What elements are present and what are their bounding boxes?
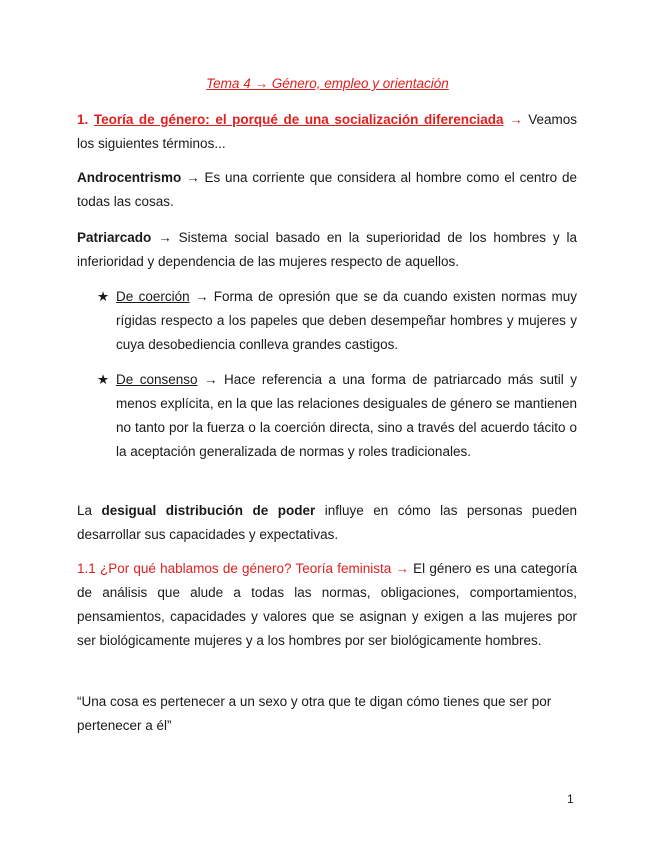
patriarcado-paragraph xyxy=(77,226,577,274)
quote-paragraph: “Una cosa es pertenecer a un sexo y otra que te digan cómo tienes que ser por pertenecer a él” xyxy=(77,694,552,733)
section-1-1-paragraph xyxy=(77,557,577,653)
androcentrismo-text: → Es una corriente que considera al hombre como el centro de todas las cosas. xyxy=(77,170,577,209)
desigual-text: influye en cómo las personas pueden desarrollar sus capacidades y expectativas. xyxy=(77,503,577,542)
androcentrismo-paragraph xyxy=(77,166,577,214)
desigual-paragraph xyxy=(77,499,577,547)
consenso-bullet xyxy=(116,368,577,464)
star-bullet-icon: ★ xyxy=(97,372,110,387)
androcentrismo-term: Androcentrismo xyxy=(77,170,182,185)
patriarcado-text: → Sistema social basado en la superioridad de los hombres y la inferioridad y dependencia de las mujeres respecto de aquellos. xyxy=(77,230,577,269)
section-1-text: Veamos los siguientes términos... xyxy=(77,112,577,151)
consenso-text: → Hace referencia a una forma de patriarcado más sutil y menos explícita, en la que las relaciones desiguales de género se mantienen no tanto por la fuerza o la coerción directa, sino a través del acuerdo tácito o la aceptación generalizada de normas y roles tradicionales. xyxy=(116,372,577,459)
section-1-number: 1. xyxy=(77,112,89,127)
section-1-heading: Teoría de género: el porqué de una socialización diferenciada xyxy=(93,112,504,127)
page-title: Tema 4 → Género, empleo y orientación xyxy=(206,76,449,91)
section-1-1-heading: 1.1 ¿Por qué hablamos de género? Teoría feminista → xyxy=(77,561,409,576)
coercion-term: De coerción xyxy=(116,289,190,304)
star-bullet-icon: ★ xyxy=(97,289,110,304)
page-number: 1 xyxy=(567,792,574,806)
section-1-arrow: → xyxy=(509,112,523,127)
section-1-paragraph xyxy=(77,108,577,156)
consenso-term: De consenso xyxy=(116,372,198,387)
desigual-term: desigual distribución de poder xyxy=(101,503,316,518)
section-1-1-text: El género es una categoría de análisis que alude a todas las normas, obligaciones, comportamientos, pensamientos, capacidades y valores que se asignan y exigen a las mujeres por ser biológicamente mujeres y a los hombres por ser biológicamente hombres. xyxy=(77,561,577,648)
patriarcado-term: Patriarcado xyxy=(77,230,152,245)
desigual-pre: La xyxy=(77,503,93,518)
coercion-text: → Forma de opresión que se da cuando existen normas muy rígidas respecto a los papeles que deben desempeñar hombres y mujeres y cuya desobediencia conlleva grandes castigos. xyxy=(116,289,577,352)
coercion-bullet xyxy=(116,285,577,357)
